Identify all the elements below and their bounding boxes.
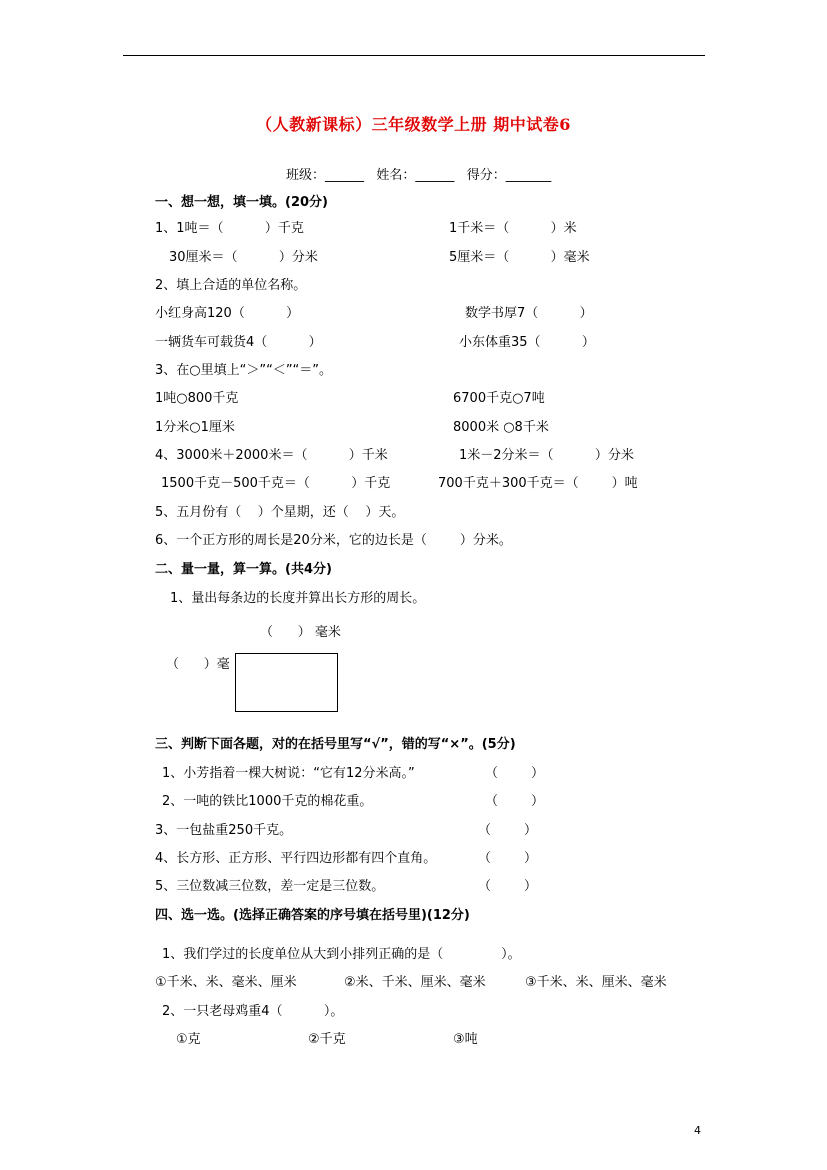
section3-heading: 三、判断下面各题，对的在括号里写“√”，错的写“×”。(5分) bbox=[155, 737, 516, 752]
choice-option: ①克 bbox=[176, 1032, 201, 1047]
s1-line: 1分米○1厘米 bbox=[155, 420, 235, 435]
s1-line: 小东体重35（ ） bbox=[459, 335, 595, 350]
judge-blank: （ ） bbox=[485, 766, 545, 781]
judge-blank: （ ） bbox=[478, 823, 538, 838]
s1-line: 6、一个正方形的周长是20分米，它的边长是（ ）分米。 bbox=[155, 533, 512, 548]
s1-line: 4、3000米＋2000米＝（ ）千米 bbox=[155, 448, 388, 463]
s1-line: 数学书厚7（ ） bbox=[465, 306, 593, 321]
s1-line: 2、填上合适的单位名称。 bbox=[155, 278, 307, 293]
rect-left-length-label: （ ）毫 bbox=[166, 657, 230, 672]
s1-line: 1米－2分米＝（ ）分米 bbox=[459, 448, 634, 463]
judge-item: 1、小芳指着一棵大树说：“它有12分米高。” bbox=[162, 766, 415, 781]
judge-blank: （ ） bbox=[478, 879, 538, 894]
header-rule bbox=[123, 55, 705, 56]
section4-heading: 四、选一选。(选择正确答案的序号填在括号里)(12分) bbox=[155, 908, 470, 923]
judge-item: 5、三位数减三位数，差一定是三位数。 bbox=[155, 879, 385, 894]
s1-line: 一辆货车可载货4（ ） bbox=[155, 335, 322, 350]
s2-question: 1、量出每条边的长度并算出长方形的周长。 bbox=[170, 591, 426, 606]
choice-option: ①千米、米、毫米、厘米 bbox=[155, 975, 297, 990]
s1-line: 1、1吨＝（ ）千克 bbox=[155, 221, 304, 236]
s1-line: 30厘米＝（ ）分米 bbox=[169, 250, 318, 265]
judge-blank: （ ） bbox=[485, 794, 545, 809]
page-number: 4 bbox=[694, 1124, 701, 1137]
section2-heading: 二、量一量，算一算。(共4分) bbox=[155, 562, 332, 577]
student-info-line: 班级：______ 姓名：______ 得分：_______ bbox=[286, 168, 552, 183]
rect-top-length-label: （ ） 毫米 bbox=[260, 625, 341, 640]
s1-line: 5厘米＝（ ）毫米 bbox=[449, 250, 590, 265]
s1-line: 1千米＝（ ）米 bbox=[449, 221, 577, 236]
choice-option: ③千米、米、厘米、毫米 bbox=[525, 975, 667, 990]
judge-item: 3、一包盐重250千克。 bbox=[155, 823, 293, 838]
choice-option: ②米、千米、厘米、毫米 bbox=[344, 975, 486, 990]
choice-option: ③吨 bbox=[453, 1032, 478, 1047]
s1-line: 700千克＋300千克＝（ ）吨 bbox=[438, 476, 638, 491]
s1-line: 3、在○里填上“＞”“＜”“＝”。 bbox=[155, 363, 333, 378]
page-title: （人教新课标）三年级数学上册 期中试卷6 bbox=[256, 115, 571, 134]
s1-line: 1500千克－500千克＝（ ）千克 bbox=[161, 476, 391, 491]
s1-line: 1吨○800千克 bbox=[155, 391, 239, 406]
s1-line: 8000米 ○8千米 bbox=[453, 420, 549, 435]
judge-blank: （ ） bbox=[478, 851, 538, 866]
measurement-rectangle bbox=[235, 653, 338, 712]
judge-item: 4、长方形、正方形、平行四边形都有四个直角。 bbox=[155, 851, 437, 866]
s1-line: 6700千克○7吨 bbox=[453, 391, 545, 406]
choice-option: ②千克 bbox=[308, 1032, 346, 1047]
s1-line: 5、五月份有（ ）个星期，还（ ）天。 bbox=[155, 505, 405, 520]
choice-question: 1、我们学过的长度单位从大到小排列正确的是（ ）。 bbox=[162, 947, 521, 962]
section1-heading: 一、想一想，填一填。(20分) bbox=[155, 195, 328, 210]
s1-line: 小红身高120（ ） bbox=[155, 306, 300, 321]
choice-question: 2、一只老母鸡重4（ ）。 bbox=[162, 1004, 344, 1019]
judge-item: 2、一吨的铁比1000千克的棉花重。 bbox=[162, 794, 373, 809]
